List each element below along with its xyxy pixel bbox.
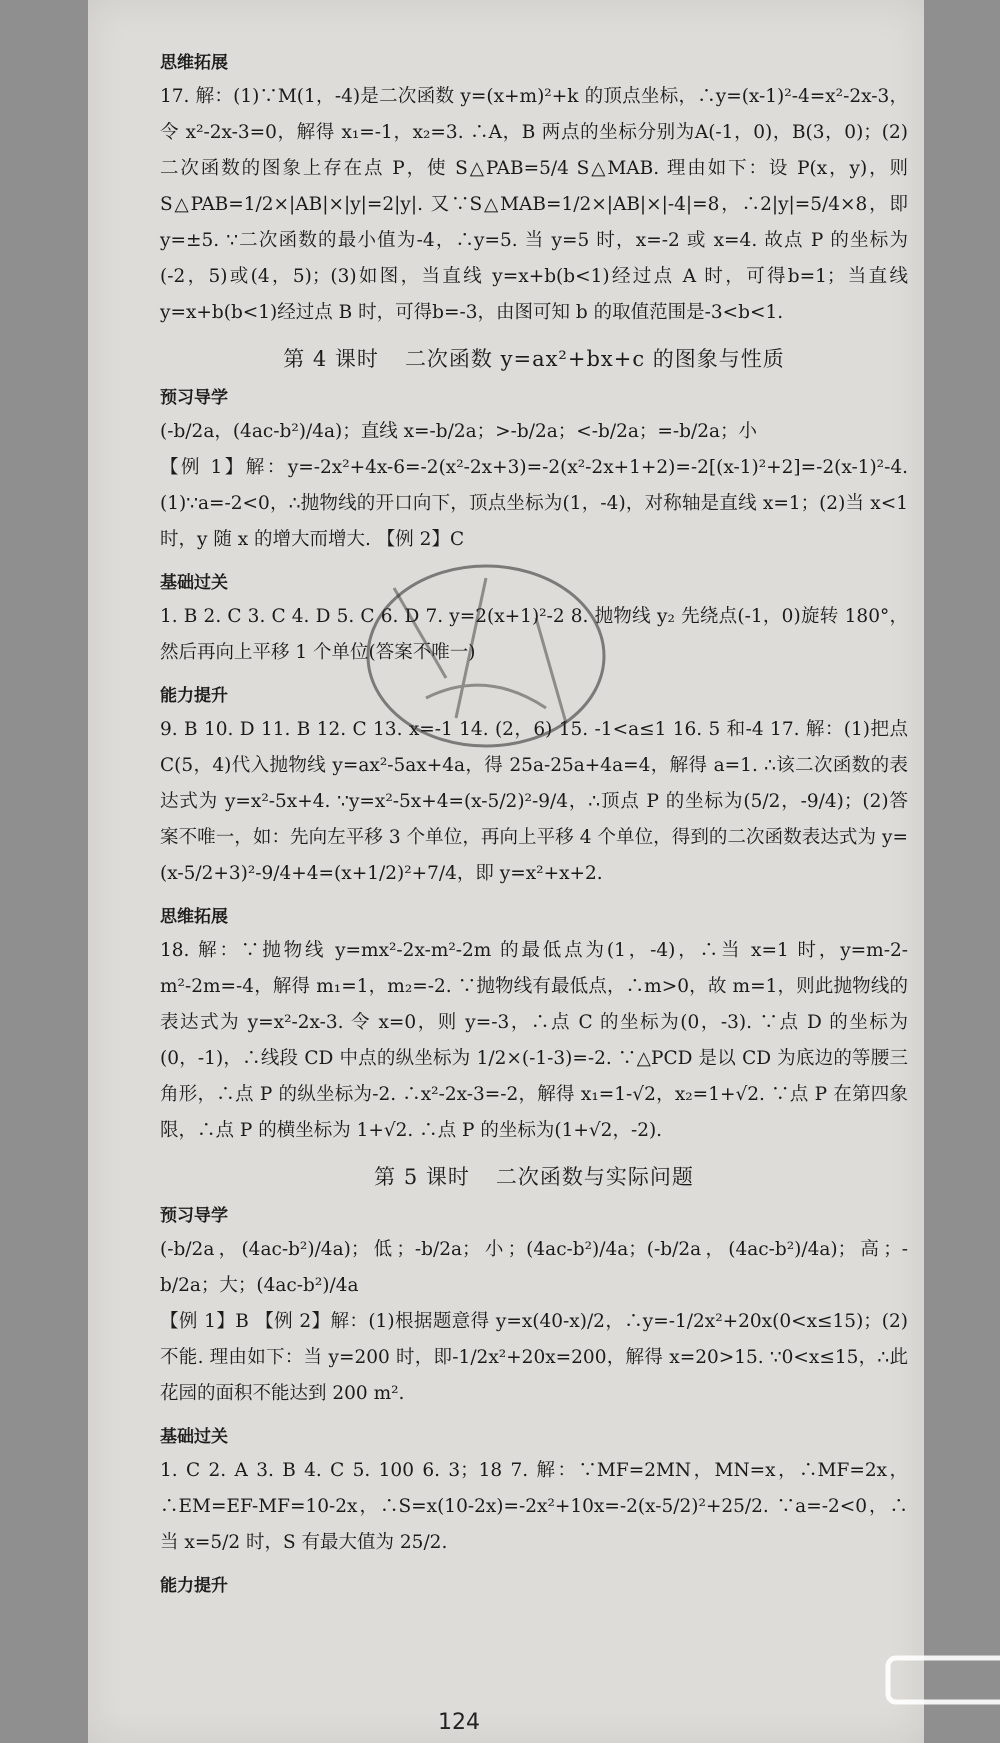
- answer-paragraph: (-b/2a，(4ac-b²)/4a)；低；-b/2a；小；(4ac-b²)/4a；(-b/2a，(4ac-b²)/4a)；高；-b/2a；大；(4ac-b²)/4a: [160, 1239, 908, 1296]
- answer-paragraph: 【例 1】B 【例 2】解：(1)根据题意得 y=x(40-x)/2，∴y=-1/2x²+20x(0<x≤15)；(2)不能. 理由如下：当 y=200 时，即-1/2x²+20x=200，解得 x=20>15. ∵0<x≤15，∴此花园的面积不能达到 200 m².: [160, 1311, 908, 1404]
- section-heading: 能力提升: [160, 1576, 228, 1596]
- section-heading: 思维拓展: [160, 53, 228, 73]
- answer-paragraph: (-b/2a，(4ac-b²)/4a)；直线 x=-b/2a；>-b/2a；<-b/2a；=-b/2a；小: [160, 421, 758, 442]
- answer-paragraph: 9. B 10. D 11. B 12. C 13. x=-1 14. (2，6) 15. -1<a≤1 16. 5 和-4 17. 解：(1)把点 C(5，4)代入抛物线 y=ax²-5ax+4a，得 25a-25a+4a=4，解得 a=1. ∴该二次函数的表达式为 y=x²-5x+4. ∵y=x²-5x+4=(x-5/2)²-9/4，∴顶点 P 的坐标为(5/2，-9/4)；(2)答案不唯一，如：先向左平移 3 个单位，再向上平移 4 个单位，得到的二次函数表达式为 y=(x-5/2+3)²-9/4+4=(x+1/2)²+7/4，即 y=x²+x+2.: [160, 719, 908, 884]
- stamp-watermark: [336, 548, 636, 758]
- answer-paragraph: 【例 1】解：y=-2x²+4x-6=-2(x²-2x+3)=-2(x²-2x+1+2)=-2[(x-1)²+2]=-2(x-1)²-4. (1)∵a=-2<0，∴抛物线的开口向下，顶点坐标为(1，-4)，对称轴是直线 x=1；(2)当 x<1 时，y 随 x 的增大而增大. 【例 2】C: [160, 457, 908, 550]
- lesson-name: 二次函数与实际问题: [495, 1165, 694, 1189]
- section-heading: 基础过关: [160, 573, 228, 593]
- section-heading: 基础过关: [160, 1427, 228, 1447]
- section-heading: 能力提升: [160, 686, 228, 706]
- site-logo-watermark: [848, 1640, 1000, 1743]
- answer-content: [160, 38, 908, 1602]
- answer-paragraph: 1. C 2. A 3. B 4. C 5. 100 6. 3；18 7. 解：∵MF=2MN，MN=x，∴MF=2x，∴EM=EF-MF=10-2x，∴S=x(10-2x)=-2x²+10x=-2(x-5/2)²+25/2. ∵a=-2<0，∴当 x=5/2 时，S 有最大值为 25/2.: [160, 1460, 908, 1553]
- page-number: 124: [438, 1710, 480, 1735]
- section-heading: 思维拓展: [160, 907, 228, 927]
- lesson-title: [160, 343, 908, 373]
- answer-paragraph: 18. 解：∵抛物线 y=mx²-2x-m²-2m 的最低点为(1，-4)，∴当 x=1 时，y=m-2-m²-2m=-4，解得 m₁=1，m₂=-2. ∵抛物线有最低点，∴m>0，故 m=1，则此抛物线的表达式为 y=x²-2x-3. 令 x=0，则 y=-3，∴点 C 的坐标为(0，-3). ∵点 D 的坐标为(0，-1)，∴线段 CD 中点的纵坐标为 1/2×(-1-3)=-2. ∵△PCD 是以 CD 为底边的等腰三角形，∴点 P 的纵坐标为-2. ∴x²-2x-3=-2，解得 x₁=1-√2，x₂=1+√2. ∵点 P 在第四象限，∴点 P 的横坐标为 1+√2. ∴点 P 的坐标为(1+√2，-2).: [160, 940, 908, 1141]
- lesson-number: 第 4 课时: [283, 347, 379, 371]
- section-heading: 预习导学: [160, 388, 228, 408]
- answer-paragraph: 17. 解：(1)∵M(1，-4)是二次函数 y=(x+m)²+k 的顶点坐标，∴y=(x-1)²-4=x²-2x-3，令 x²-2x-3=0，解得 x₁=-1，x₂=3. ∴A，B 两点的坐标分别为A(-1，0)，B(3，0)；(2)二次函数的图象上存在点 P，使 S△PAB=5/4 S△MAB. 理由如下：设 P(x，y)，则 S△PAB=1/2×|AB|×|y|=2|y|. 又∵S△MAB=1/2×|AB|×|-4|=8，∴2|y|=5/4×8，即 y=±5. ∵二次函数的最小值为-4，∴y=5. 当 y=5 时，x=-2 或 x=4. 故点 P 的坐标为(-2，5)或(4，5)；(3)如图，当直线 y=x+b(b<1)经过点 A 时，可得b=1；当直线 y=x+b(b<1)经过点 B 时，可得b=-3，由图可知 b 的取值范围是-3<b<1.: [160, 86, 908, 323]
- section-heading: 预习导学: [160, 1206, 228, 1226]
- lesson-name: 二次函数 y=ax²+bx+c 的图象与性质: [404, 347, 785, 371]
- answer-paragraph: 1. B 2. C 3. C 4. D 5. C 6. D 7. y=2(x+1)²-2 8. 抛物线 y₂ 先绕点(-1，0)旋转 180°，然后再向上平移 1 个单位(答案不唯一): [160, 606, 908, 663]
- lesson-number: 第 5 课时: [374, 1165, 470, 1189]
- lesson-title: [160, 1161, 908, 1191]
- answer-page: [88, 0, 924, 1743]
